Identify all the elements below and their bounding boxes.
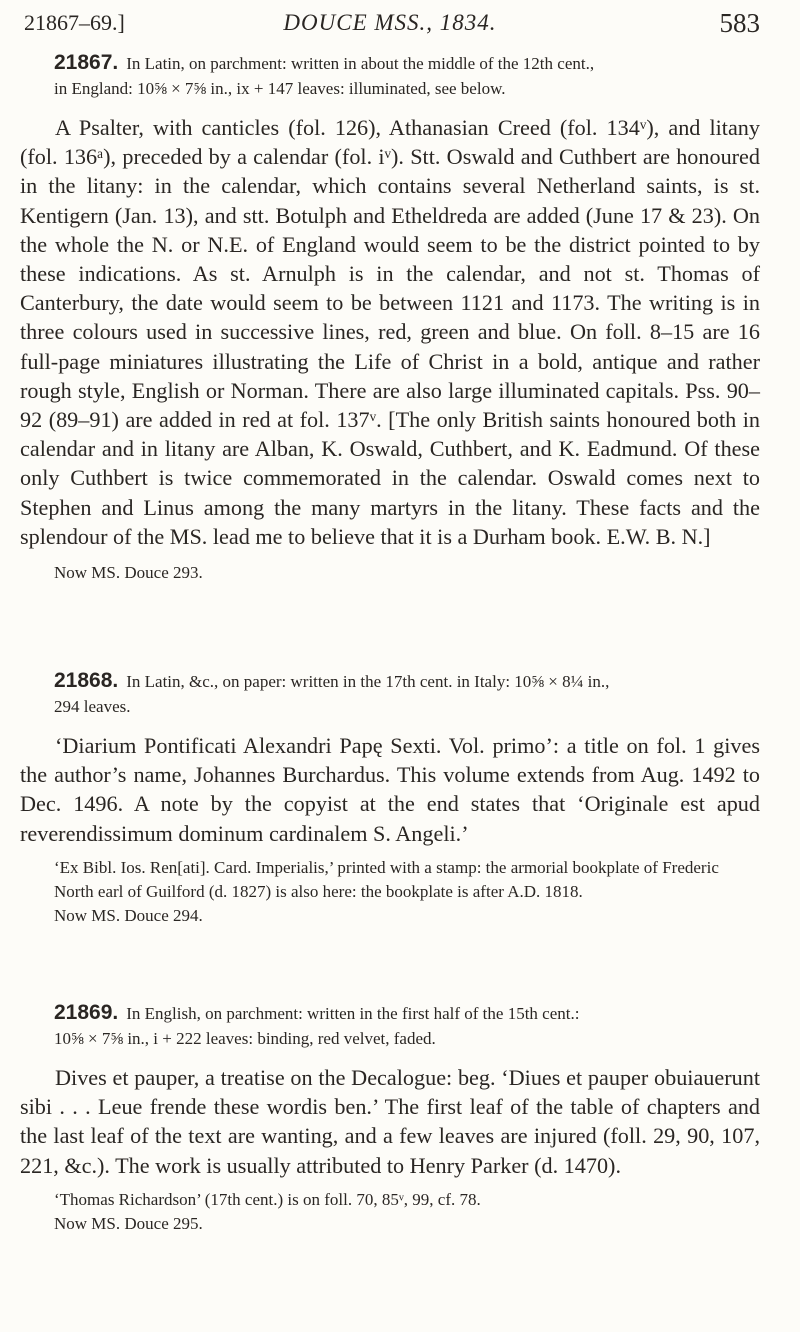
running-head-title: DOUCE MSS., 1834. [283, 10, 497, 35]
shelfmark: Now MS. Douce 295. [54, 1213, 203, 1233]
entry-header [20, 1000, 760, 1051]
entry-21868 [20, 668, 760, 926]
entry-21869 [20, 1000, 760, 1234]
provenance-note: ‘Ex Bibl. Ios. Ren[ati]. Card. Imperialis,’ printed with a stamp: the armorial bookplate of Frederic North earl of Guilford (d. 1827) is also here: the bookplate is after A.D. 1818. [54, 857, 719, 901]
entry-header-line2: 10⅝ × 7⅝ in., i + 222 leaves: binding, red velvet, faded. [54, 1029, 436, 1048]
entry-header-line2: 294 leaves. [54, 697, 131, 716]
entry-number: 21869. [54, 1001, 119, 1024]
entry-header-line1: In Latin, &c., on paper: written in the 17th cent. in Italy: 10⅝ × 8¼ in., [126, 672, 610, 691]
entry-21867 [20, 50, 760, 583]
page-number: 583 [719, 8, 760, 38]
provenance-note: ‘Thomas Richardson’ (17th cent.) is on foll. 70, 85ᵛ, 99, cf. 78. [54, 1189, 481, 1209]
entry-description: Dives et pauper, a treatise on the Decalogue: beg. ‘Diues et pauper obuiauerunt sibi . . . Leue frende these wordis ben.’ The first leaf of the table of chapters and the last leaf of the text are wanting, and a few leaves are injured (foll. 29, 90, 107, 221, &c.). The work is usually attributed to Henry Parker (d. 1470). [20, 1065, 760, 1178]
running-head [20, 8, 760, 44]
entry-number: 21867. [54, 51, 119, 74]
running-head-left: 21867–69.] [24, 10, 125, 35]
shelfmark: Now MS. Douce 293. [54, 563, 203, 583]
entry-header-line1: In Latin, on parchment: written in about the middle of the 12th cent., [126, 54, 595, 73]
entry-number: 21868. [54, 669, 119, 692]
entry-header [20, 50, 760, 101]
shelfmark: Now MS. Douce 294. [54, 905, 203, 925]
entry-header-line2: in England: 10⅝ × 7⅝ in., ix + 147 leaves: illuminated, see below. [54, 79, 506, 98]
entry-header [20, 668, 760, 719]
entry-description: A Psalter, with canticles (fol. 126), Athanasian Creed (fol. 134ᵛ), and litany (fol. 136ᵃ), preceded by a calendar (fol. iᵛ). Stt. Oswald and Cuthbert are honoured in the litany: in the calendar, which contains several Netherland saints, is st. Kentigern (Jan. 13), and stt. Botulph and Etheldreda are added (June 17 & 23). On the whole the N. or N.E. of England would seem to be the district pointed to by these indications. As st. Arnulph is in the calendar, and not st. Thomas of Canterbury, the date would seem to be between 1121 and 1173. The writing is in three colours used in successive lines, red, green and blue. On foll. 8–15 are 16 full-page miniatures illustrating the Life of Christ in a bold, antique and rather rough style, English or Norman. There are also large illuminated capitals. Pss. 90–92 (89–91) are added in red at fol. 137ᵛ. [The only British saints honoured both in calendar and in litany are Alban, K. Oswald, Cuthbert, and K. Eadmund. Of these only Cuthbert is twice commemorated in the calendar. Oswald comes next to Stephen and Linus among the many martyrs in the litany. These facts and the splendour of the MS. lead me to believe that it is a Durham book. E.W. B. N.] [20, 115, 760, 549]
catalogue-page [20, 0, 760, 1332]
entry-description: ‘Diarium Pontificati Alexandri Papę Sexti. Vol. primo’: a title on fol. 1 gives the author’s name, Johannes Burchardus. This volume extends from Aug. 1492 to Dec. 1496. A note by the copyist at the end states that ‘Originale est apud reverendissimum dominum cardinalem S. Angeli.’ [20, 733, 760, 846]
entry-header-line1: In English, on parchment: written in the first half of the 15th cent.: [126, 1004, 580, 1023]
